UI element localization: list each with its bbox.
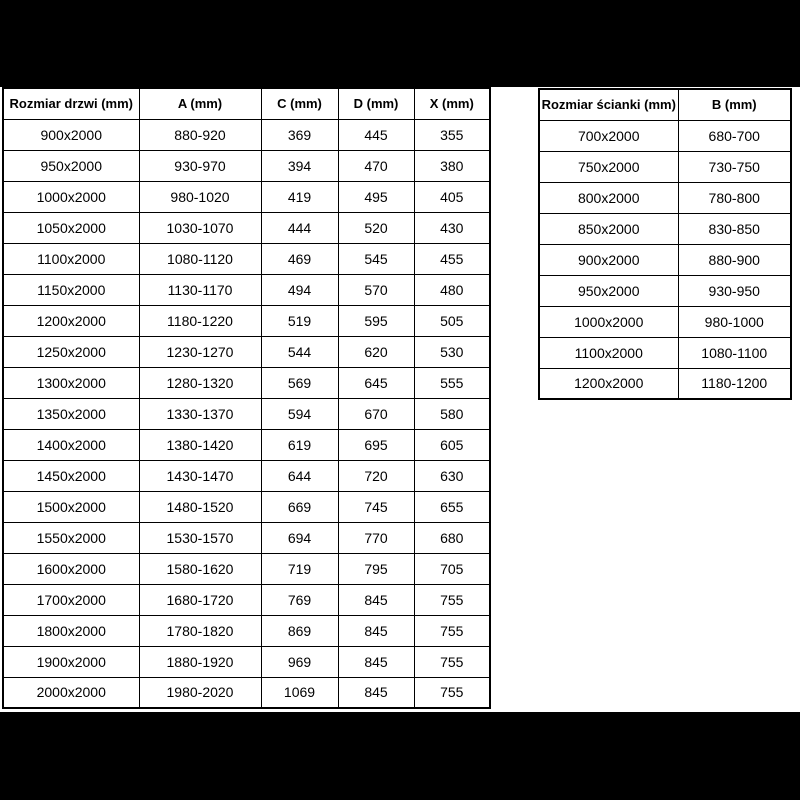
table-cell: 1000x2000 [3,181,139,212]
table-row [539,120,791,151]
table-cell: 980-1000 [678,306,791,337]
table-cell: 1150x2000 [3,274,139,305]
table-row [3,646,490,677]
table-cell: 1100x2000 [3,243,139,274]
table-cell: 1350x2000 [3,398,139,429]
table-cell: 645 [338,367,414,398]
table-row [3,584,490,615]
table-row [3,429,490,460]
table-cell: 969 [261,646,338,677]
column-header: C (mm) [261,88,338,119]
table-cell: 695 [338,429,414,460]
table-cell: 570 [338,274,414,305]
table-row [539,275,791,306]
table-cell: 669 [261,491,338,522]
table-cell: 770 [338,522,414,553]
table-cell: 455 [414,243,490,274]
table-cell: 1080-1120 [139,243,261,274]
table-row [3,212,490,243]
table-cell: 845 [338,615,414,646]
table-cell: 1800x2000 [3,615,139,646]
table-row [3,119,490,150]
table-cell: 569 [261,367,338,398]
table-row [3,243,490,274]
table-cell: 680-700 [678,120,791,151]
table-cell: 1000x2000 [539,306,678,337]
column-header: A (mm) [139,88,261,119]
column-header: B (mm) [678,89,791,120]
table-cell: 1430-1470 [139,460,261,491]
table-cell: 445 [338,119,414,150]
wall-table-body [539,120,791,399]
table-cell: 705 [414,553,490,584]
table-cell: 1480-1520 [139,491,261,522]
table-cell: 505 [414,305,490,336]
table-cell: 1100x2000 [539,337,678,368]
table-cell: 630 [414,460,490,491]
table-cell: 845 [338,584,414,615]
table-cell: 520 [338,212,414,243]
table-row [3,305,490,336]
table-cell: 1080-1100 [678,337,791,368]
table-row [3,367,490,398]
table-cell: 394 [261,150,338,181]
table-cell: 1030-1070 [139,212,261,243]
table-row [539,244,791,275]
table-cell: 730-750 [678,151,791,182]
table-cell: 880-900 [678,244,791,275]
table-cell: 519 [261,305,338,336]
table-cell: 594 [261,398,338,429]
table-cell: 1280-1320 [139,367,261,398]
table-cell: 580 [414,398,490,429]
table-cell: 444 [261,212,338,243]
table-cell: 470 [338,150,414,181]
table-row [539,151,791,182]
table-cell: 1500x2000 [3,491,139,522]
column-header: D (mm) [338,88,414,119]
table-row [539,182,791,213]
door-size-table [2,87,491,709]
table-cell: 530 [414,336,490,367]
table-cell: 2000x2000 [3,677,139,708]
wall-size-table [538,88,792,400]
table-row [3,274,490,305]
table-cell: 644 [261,460,338,491]
table-row [3,398,490,429]
table-cell: 680 [414,522,490,553]
table-cell: 655 [414,491,490,522]
table-cell: 1200x2000 [3,305,139,336]
table-cell: 544 [261,336,338,367]
table-cell: 494 [261,274,338,305]
column-header: Rozmiar drzwi (mm) [3,88,139,119]
table-cell: 930-950 [678,275,791,306]
table-cell: 1200x2000 [539,368,678,399]
table-cell: 1330-1370 [139,398,261,429]
table-cell: 900x2000 [3,119,139,150]
table-cell: 720 [338,460,414,491]
table-cell: 670 [338,398,414,429]
table-cell: 830-850 [678,213,791,244]
table-cell: 1130-1170 [139,274,261,305]
table-cell: 1300x2000 [3,367,139,398]
table-cell: 1550x2000 [3,522,139,553]
table-cell: 545 [338,243,414,274]
table-cell: 745 [338,491,414,522]
table-cell: 869 [261,615,338,646]
table-cell: 1069 [261,677,338,708]
table-cell: 480 [414,274,490,305]
table-row [3,336,490,367]
table-row [539,306,791,337]
table-cell: 1880-1920 [139,646,261,677]
wall-table-header-row [539,89,791,120]
table-cell: 469 [261,243,338,274]
table-cell: 755 [414,615,490,646]
table-cell: 880-920 [139,119,261,150]
table-cell: 930-970 [139,150,261,181]
table-cell: 1050x2000 [3,212,139,243]
table-row [539,368,791,399]
table-cell: 1230-1270 [139,336,261,367]
table-cell: 355 [414,119,490,150]
door-table-header-row [3,88,490,119]
table-cell: 555 [414,367,490,398]
table-cell: 1900x2000 [3,646,139,677]
table-row [539,337,791,368]
table-cell: 1680-1720 [139,584,261,615]
table-row [3,150,490,181]
table-cell: 750x2000 [539,151,678,182]
table-cell: 845 [338,677,414,708]
table-row [3,491,490,522]
table-cell: 1980-2020 [139,677,261,708]
table-cell: 755 [414,584,490,615]
content-band [0,87,800,712]
table-cell: 1400x2000 [3,429,139,460]
table-cell: 845 [338,646,414,677]
table-cell: 495 [338,181,414,212]
column-header: X (mm) [414,88,490,119]
column-header: Rozmiar ścianki (mm) [539,89,678,120]
table-cell: 369 [261,119,338,150]
table-cell: 1180-1200 [678,368,791,399]
table-cell: 380 [414,150,490,181]
table-cell: 900x2000 [539,244,678,275]
table-cell: 1180-1220 [139,305,261,336]
table-row [539,213,791,244]
table-cell: 1380-1420 [139,429,261,460]
table-cell: 1700x2000 [3,584,139,615]
table-cell: 1450x2000 [3,460,139,491]
table-cell: 1780-1820 [139,615,261,646]
table-cell: 619 [261,429,338,460]
table-cell: 800x2000 [539,182,678,213]
table-row [3,522,490,553]
table-cell: 950x2000 [539,275,678,306]
table-cell: 719 [261,553,338,584]
table-cell: 694 [261,522,338,553]
table-row [3,677,490,708]
table-cell: 850x2000 [539,213,678,244]
table-cell: 605 [414,429,490,460]
table-cell: 755 [414,646,490,677]
table-cell: 430 [414,212,490,243]
table-cell: 795 [338,553,414,584]
table-cell: 700x2000 [539,120,678,151]
table-cell: 980-1020 [139,181,261,212]
table-cell: 1250x2000 [3,336,139,367]
table-row [3,181,490,212]
table-cell: 950x2000 [3,150,139,181]
table-cell: 1580-1620 [139,553,261,584]
table-cell: 405 [414,181,490,212]
table-cell: 769 [261,584,338,615]
table-cell: 780-800 [678,182,791,213]
table-row [3,553,490,584]
table-cell: 1600x2000 [3,553,139,584]
table-cell: 595 [338,305,414,336]
table-cell: 620 [338,336,414,367]
table-cell: 1530-1570 [139,522,261,553]
table-row [3,460,490,491]
table-cell: 419 [261,181,338,212]
table-row [3,615,490,646]
table-cell: 755 [414,677,490,708]
door-table-body [3,119,490,708]
